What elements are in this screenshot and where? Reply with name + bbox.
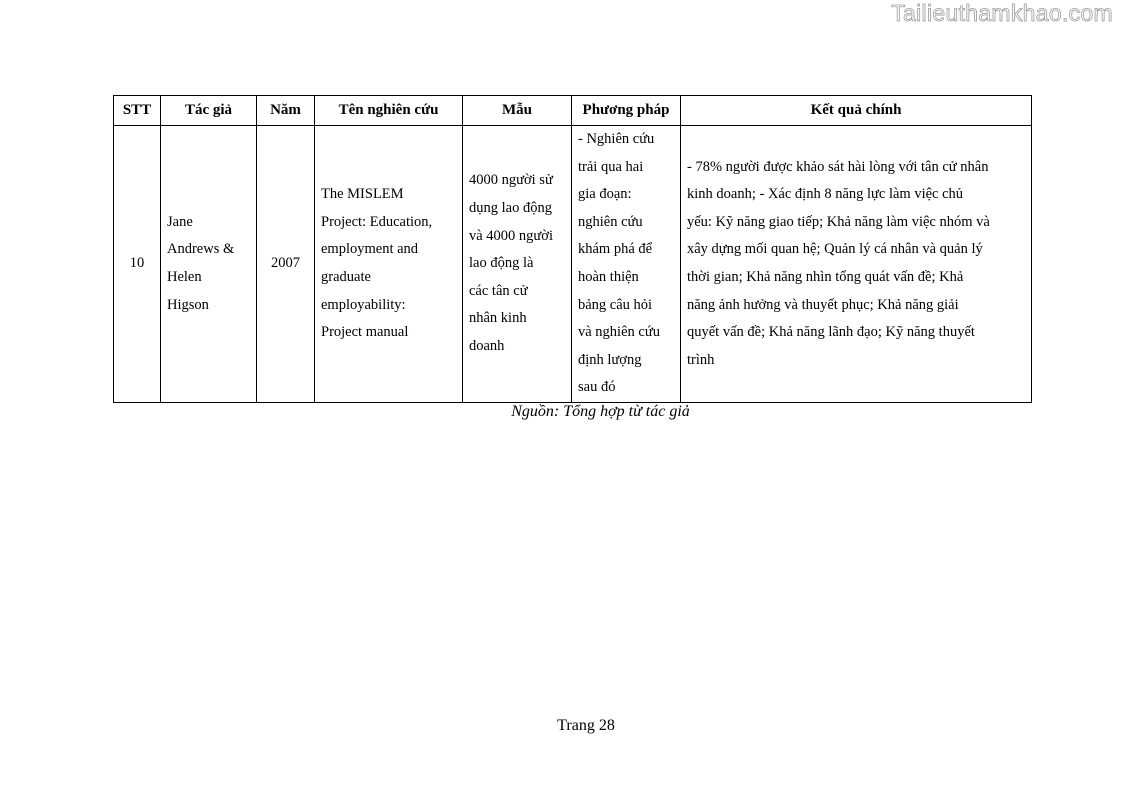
header-year: Năm [257,96,315,126]
cell-line: - 78% người được khảo sát hài lòng với tân cử nhân [687,158,989,175]
header-method: Phương pháp [572,96,681,126]
cell-line: kinh doanh; - Xác định 8 năng lực làm việc chủ [687,186,964,203]
cell-line: gia đoạn: [578,186,632,203]
research-table [113,95,1032,403]
cell-line: yếu: Kỹ năng giao tiếp; Khả năng làm việc nhóm và [687,213,990,230]
cell-line: hoàn thiện [578,269,639,285]
cell-line: doanh [469,337,505,354]
cell-line: employment and [321,241,419,258]
cell-line: 4000 người sử [469,172,553,189]
watermark: Tailieuthamkhao.com [891,0,1113,26]
cell-main-results [681,126,1032,403]
cell-method [572,126,681,403]
cell-sample [463,126,572,403]
header-sample: Mẫu [463,96,572,126]
cell-line: Project: Education, [321,213,433,230]
table-row [114,126,1032,403]
cell-line: Project manual [321,324,409,341]
cell-line: nhân kinh [469,310,527,327]
header-author: Tác giả [161,96,257,126]
cell-line: Helen [167,269,202,285]
table-header-row [114,96,1032,126]
cell-authors [161,126,257,403]
cell-line: graduate [321,269,371,285]
source-note: Nguồn: Tổng hợp từ tác giả [511,403,690,420]
cell-line: Jane [167,213,193,230]
cell-study-name [315,126,463,403]
cell-line: lao động là [469,255,534,272]
header-study-name: Tên nghiên cứu [315,96,463,126]
cell-line: sau đó [578,379,616,396]
page-number: Trang 28 [557,717,615,734]
cell-line: employability: [321,296,406,313]
cell-line: thời gian; Khả năng nhìn tổng quát vấn đề; Khả [687,269,964,285]
cell-line: trình [687,351,715,368]
cell-line: xây dựng mối quan hệ; Quản lý cá nhân và quản lý [687,241,983,258]
cell-line: khám phá để [578,241,653,258]
cell-line: Andrews & [167,241,235,258]
header-main-results: Kết quả chính [681,96,1032,126]
cell-year: 2007 [257,126,315,403]
cell-line: và 4000 người [469,227,553,244]
cell-line: - Nghiên cứu [578,131,655,148]
cell-line: quyết vấn đề; Khả năng lãnh đạo; Kỹ năng thuyết [687,324,975,341]
cell-line: định lượng [578,351,642,368]
cell-line: Higson [167,296,209,313]
cell-line: năng ảnh hưởng và thuyết phục; Khả năng giải [687,296,959,313]
cell-line: trải qua hai [578,158,644,175]
cell-line: The MISLEM [321,186,404,203]
header-stt: STT [114,96,161,126]
cell-line: dụng lao động [469,200,552,217]
cell-stt: 10 [114,126,161,403]
cell-line: và nghiên cứu [578,324,660,341]
cell-line: nghiên cứu [578,213,643,230]
cell-line: bảng câu hỏi [578,296,653,313]
cell-line: các tân cử [469,282,528,299]
